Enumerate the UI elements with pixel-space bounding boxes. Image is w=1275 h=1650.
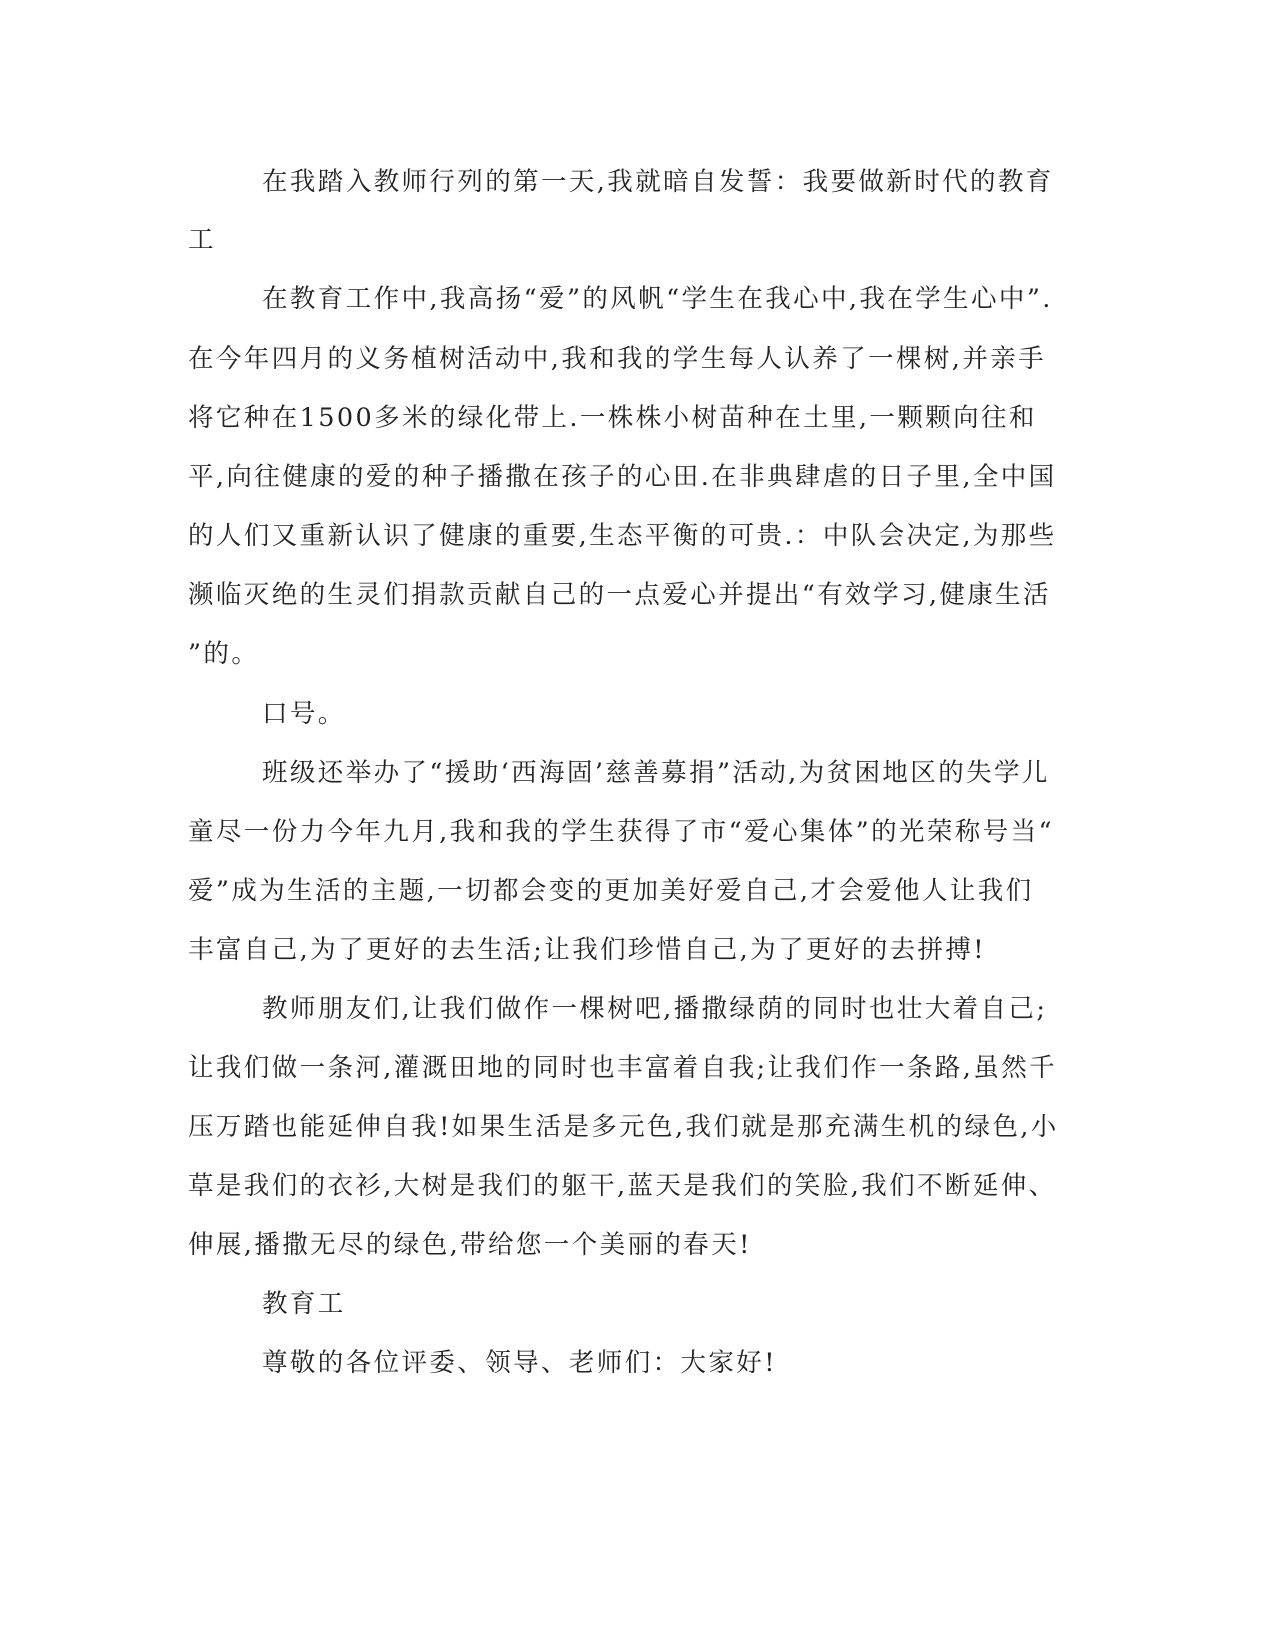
text-line (0, 1343, 1275, 1383)
text-line (0, 989, 1275, 1029)
text-line (0, 1107, 1275, 1147)
text-line-content: 让我们做一条河,灌溉田地的同时也丰富着自我;让我们作一条路,虽然千 (188, 1053, 1058, 1083)
text-line (0, 516, 1275, 556)
text-line (0, 1225, 1275, 1265)
text-line-content: 在教育工作中,我高扬“爱”的风帆“学生在我心中,我在学生心中”. (262, 284, 1053, 314)
text-line (0, 1166, 1275, 1206)
text-line-content: 口号。 (262, 699, 346, 729)
text-line-content: 教师朋友们,让我们做作一棵树吧,播撒绿荫的同时也壮大着自己; (262, 994, 1048, 1024)
text-line (0, 634, 1275, 674)
text-line-content: 丰富自己,为了更好的去生活;让我们珍惜自己,为了更好的去拼搏! (188, 935, 986, 965)
text-line-content: 濒临灭绝的生灵们捐款贡献自己的一点爱心并提出“有效学习,健康生活 (188, 580, 1051, 610)
text-line-content: 的人们又重新认识了健康的重要,生态平衡的可贵.：中队会决定,为那些 (188, 521, 1057, 551)
text-line-content: 将它种在1500多米的绿化带上.一株株小树苗种在土里,一颗颗向往和 (188, 403, 1037, 433)
text-line-content: 伸展,播撒无尽的绿色,带给您一个美丽的春天! (188, 1230, 752, 1260)
text-line (0, 339, 1275, 379)
text-line (0, 457, 1275, 497)
text-line-content: 压万踏也能延伸自我!如果生活是多元色,我们就是那充满生机的绿色,小 (188, 1112, 1059, 1142)
text-line (0, 694, 1275, 734)
text-line-content: 在我踏入教师行列的第一天,我就暗自发誓：我要做新时代的教育 (262, 167, 1054, 197)
text-line (0, 753, 1275, 793)
text-line (0, 930, 1275, 970)
text-line-content: 爱”成为生活的主题,一切都会变的更加美好爱自己,才会爱他人让我们 (188, 876, 1034, 906)
text-line-content: 班级还举办了“援助‘西海固’慈善募捐”活动,为贫困地区的失学儿 (262, 758, 1050, 788)
text-line-content: 尊敬的各位评委、领导、老师们：大家好! (262, 1348, 777, 1378)
text-line-content: 草是我们的衣衫,大树是我们的躯干,蓝天是我们的笑脸,我们不断延伸、 (188, 1171, 1057, 1201)
text-line-content: 平,向往健康的爱的种子播撒在孩子的心田.在非典肆虐的日子里,全中国 (188, 462, 1057, 492)
text-line-content: 在今年四月的义务植树活动中,我和我的学生每人认养了一棵树,并亲手 (188, 344, 1047, 374)
text-line-content: 童尽一份力今年九月,我和我的学生获得了市“爱心集体”的光荣称号当“ (188, 817, 1054, 847)
text-line (0, 812, 1275, 852)
text-line (0, 575, 1275, 615)
text-line (0, 279, 1275, 319)
text-line-content: ”的。 (188, 639, 260, 669)
text-line-content: 教育工 (262, 1289, 346, 1319)
text-line (0, 162, 1275, 202)
text-line (0, 220, 1275, 260)
text-line (0, 1048, 1275, 1088)
text-line (0, 871, 1275, 911)
text-line-content: 工 (188, 225, 216, 255)
text-line (0, 398, 1275, 438)
text-line (0, 1284, 1275, 1324)
